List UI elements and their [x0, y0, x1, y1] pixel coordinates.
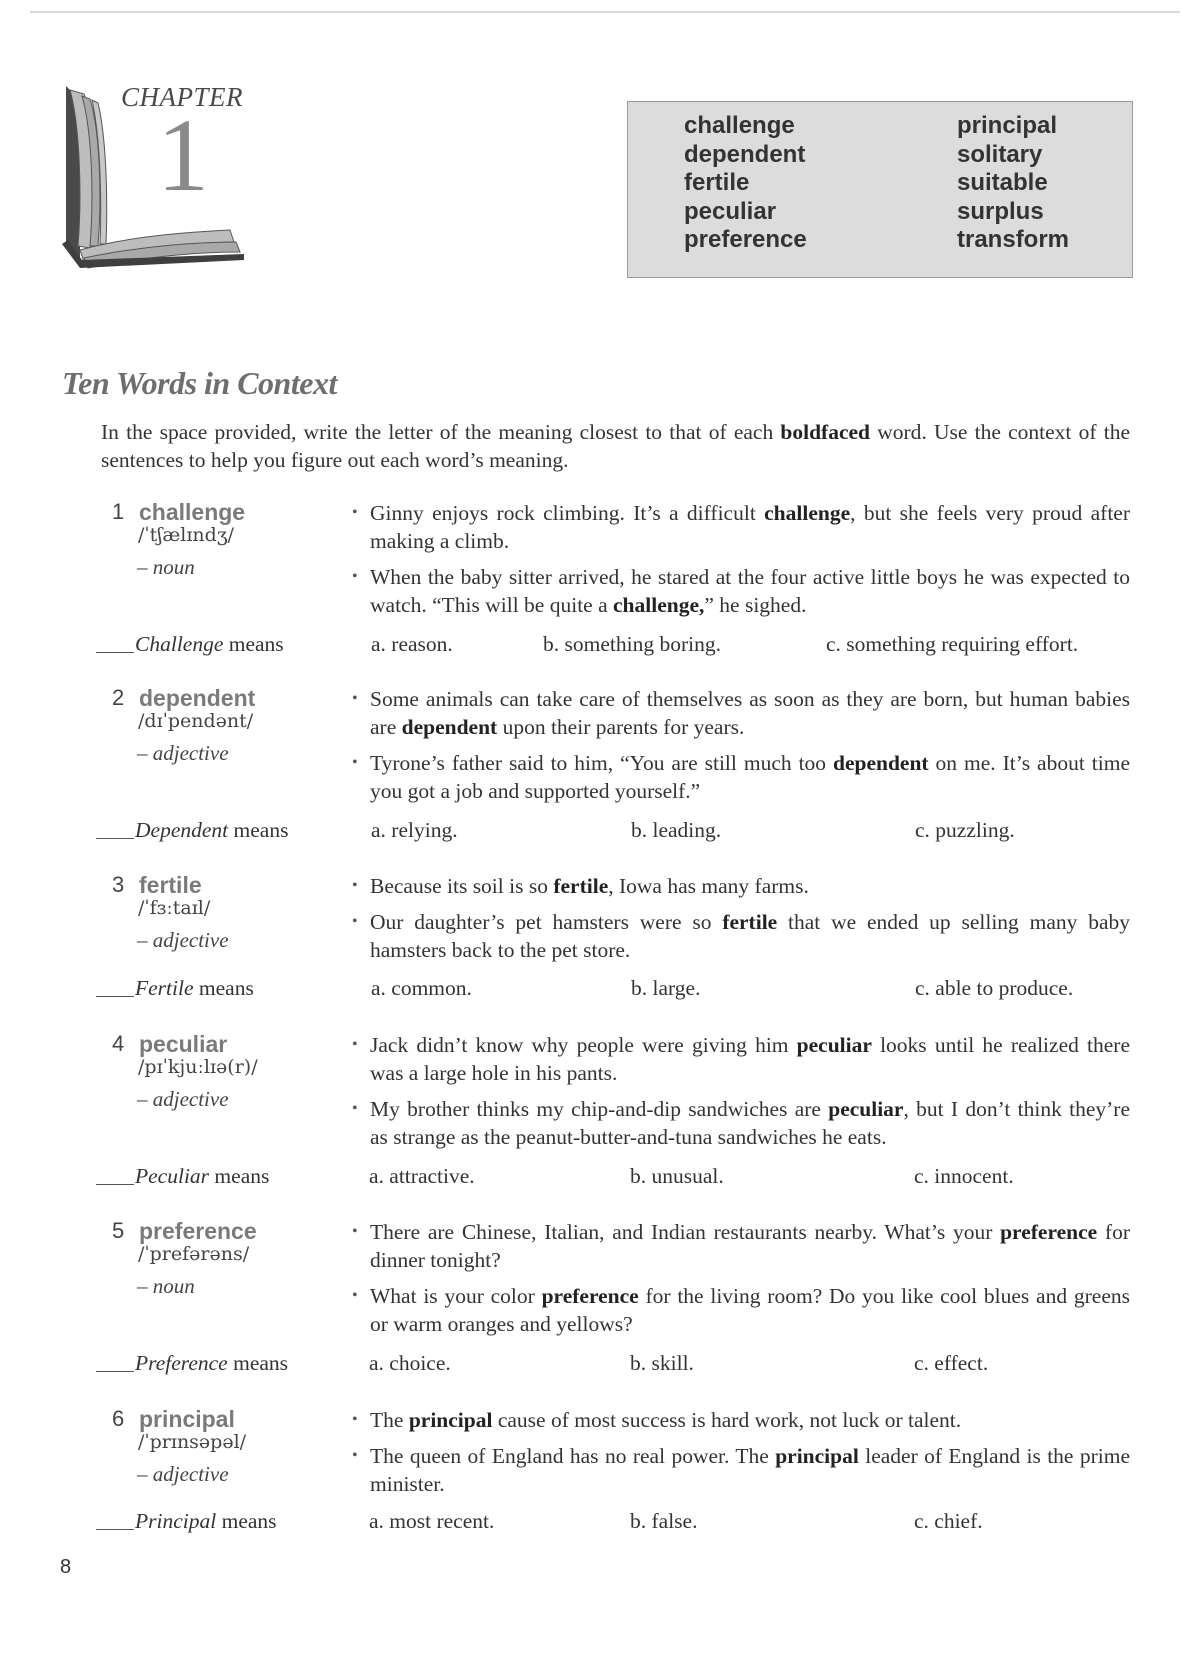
means-label: Dependent means — [135, 818, 289, 842]
instructions-text: In the space provided, write the letter of the meaning closest to that of each — [101, 420, 781, 444]
bullet-icon: • — [352, 1100, 358, 1117]
option-c: c. something requiring effort. — [826, 632, 1079, 656]
option-a: a. most recent. — [369, 1509, 495, 1533]
option-c: c. effect. — [914, 1351, 989, 1375]
headword: principal — [139, 1406, 235, 1432]
bullet-icon: • — [352, 1287, 358, 1304]
means-label: Principal means — [135, 1509, 277, 1533]
bullet-icon: • — [352, 1223, 358, 1240]
example-sentences — [352, 1218, 1130, 1346]
example-sentences — [352, 1031, 1130, 1159]
pronunciation: /pɪˈkjuːlɪə(r)/ — [138, 1056, 258, 1078]
option-a: a. choice. — [369, 1351, 451, 1375]
answer-blank[interactable] — [96, 1371, 134, 1372]
chapter-number: 1 — [157, 98, 209, 213]
word-list-item: preference — [684, 226, 807, 253]
word-list-item: transform — [957, 226, 1070, 253]
item-number: 3 — [112, 872, 125, 897]
section-title: Ten Words in Context — [62, 365, 337, 401]
part-of-speech: – noun — [137, 555, 195, 579]
bullet-icon: • — [352, 1036, 358, 1053]
bullet-icon: • — [352, 1447, 358, 1464]
word-list-item: solitary — [957, 140, 1043, 168]
answer-blank[interactable] — [96, 652, 134, 653]
option-b: b. large. — [631, 976, 701, 1000]
answer-blank[interactable] — [96, 1529, 134, 1530]
example-sentence: • Ginny enjoys rock climbing. It’s a difficult challenge, but she feels very proud after making a climb. — [352, 501, 1130, 553]
example-sentence: • The queen of England has no real power. The principal leader of England is the prime minister. — [352, 1444, 1131, 1496]
item-number: 2 — [112, 685, 125, 710]
pronunciation: /dɪˈpendənt/ — [138, 710, 254, 732]
example-sentence: • Some animals can take care of themselves as soon as they are born, but human babies are dependent upon their parents for years. — [352, 687, 1130, 739]
example-sentence: • What is your color preference for the living room? Do you like cool blues and greens or warm oranges and yellows? — [352, 1284, 1130, 1336]
example-sentence: • There are Chinese, Italian, and Indian restaurants nearby. What’s your preference for dinner tonight? — [352, 1220, 1131, 1272]
means-label: Challenge means — [135, 632, 284, 656]
bullet-icon: • — [352, 1411, 358, 1428]
option-a: a. common. — [371, 976, 472, 1000]
means-label: Peculiar means — [135, 1164, 270, 1188]
item-number: 6 — [112, 1406, 125, 1431]
example-sentence: • When the baby sitter arrived, he stared at the four active little boys he was expected to watch. “This will be quite a challenge,” he sighed. — [352, 565, 1130, 617]
option-b: b. leading. — [631, 818, 722, 842]
word-list-item: fertile — [684, 169, 750, 196]
word-list-item: principal — [957, 112, 1058, 139]
word-list-item: suitable — [957, 169, 1048, 196]
example-sentences — [352, 1406, 1130, 1506]
headword: peculiar — [139, 1031, 228, 1057]
option-a: a. attractive. — [369, 1164, 475, 1188]
option-c: c. chief. — [914, 1509, 983, 1533]
part-of-speech: – noun — [137, 1274, 195, 1298]
word-list-box — [627, 101, 1133, 278]
item-number: 4 — [112, 1031, 125, 1056]
word-list-right — [957, 112, 1069, 255]
option-b: b. false. — [630, 1509, 698, 1533]
instructions-text: word. Use the context of the sentences to help you figure out each word’s meaning. — [101, 420, 1130, 472]
bullet-icon: • — [352, 913, 358, 930]
chapter-label: CHAPTER — [121, 82, 243, 112]
item-number: 5 — [112, 1218, 125, 1243]
bullet-icon: • — [352, 690, 358, 707]
option-b: b. something boring. — [543, 632, 721, 656]
example-sentences — [352, 872, 1130, 972]
word-list-item: surplus — [957, 197, 1044, 225]
answer-blank[interactable] — [96, 838, 134, 839]
bullet-icon: • — [352, 877, 358, 894]
answer-blank[interactable] — [96, 1184, 134, 1185]
instructions — [101, 418, 1130, 474]
word-list-item: peculiar — [684, 197, 777, 225]
item-number: 1 — [112, 499, 125, 524]
option-c: c. innocent. — [914, 1164, 1014, 1188]
bullet-icon: • — [352, 754, 358, 771]
part-of-speech: – adjective — [137, 1462, 229, 1486]
means-label: Fertile means — [135, 976, 254, 1000]
pronunciation: /ˈprɪnsəpəl/ — [138, 1431, 247, 1453]
top-rule — [30, 11, 1180, 13]
page-number: 8 — [60, 1556, 72, 1578]
part-of-speech: – adjective — [137, 928, 229, 952]
example-sentence: • The principal cause of most success is hard work, not luck or talent. — [352, 1408, 962, 1432]
option-c: c. able to produce. — [915, 976, 1074, 1000]
option-c: c. puzzling. — [915, 818, 1015, 842]
pronunciation: /ˈprefərəns/ — [138, 1243, 250, 1265]
part-of-speech: – adjective — [137, 1087, 229, 1111]
instructions-bold: boldfaced — [780, 420, 871, 444]
bullet-icon: • — [352, 504, 358, 521]
headword: challenge — [139, 499, 246, 525]
option-a: a. relying. — [371, 818, 458, 842]
part-of-speech: – adjective — [137, 741, 229, 765]
means-label: Preference means — [135, 1351, 289, 1375]
answer-blank[interactable] — [96, 996, 134, 997]
word-list-item: dependent — [684, 140, 806, 168]
example-sentence: • My brother thinks my chip-and-dip sandwiches are peculiar, but I don’t think they’re as strange as the peanut-butter-and-tuna sandwiches he eats. — [352, 1097, 1131, 1149]
bullet-icon: • — [352, 568, 358, 585]
example-sentence: • Because its soil is so fertile, Iowa has many farms. — [352, 874, 809, 898]
option-a: a. reason. — [371, 632, 453, 656]
example-sentences — [352, 499, 1130, 627]
headword: fertile — [139, 872, 202, 898]
word-list-left — [684, 112, 807, 255]
example-sentence: • Tyrone’s father said to him, “You are still much too dependent on me. It’s about time you got a job and supported yourself.” — [352, 751, 1130, 803]
word-list-item: challenge — [684, 112, 795, 139]
option-b: b. unusual. — [630, 1164, 724, 1188]
example-sentences — [352, 685, 1130, 813]
example-sentence: • Our daughter’s pet hamsters were so fertile that we ended up selling many baby hamsters back to the pet store. — [352, 910, 1130, 962]
option-b: b. skill. — [630, 1351, 694, 1375]
example-sentence: • Jack didn’t know why people were giving him peculiar looks until he realized there was a large hole in his pants. — [352, 1033, 1130, 1085]
headword: dependent — [139, 685, 256, 711]
headword: preference — [139, 1218, 257, 1244]
pronunciation: /ˈfɜːtaɪl/ — [138, 897, 211, 919]
pronunciation: /ˈtʃælɪndʒ/ — [138, 524, 234, 546]
